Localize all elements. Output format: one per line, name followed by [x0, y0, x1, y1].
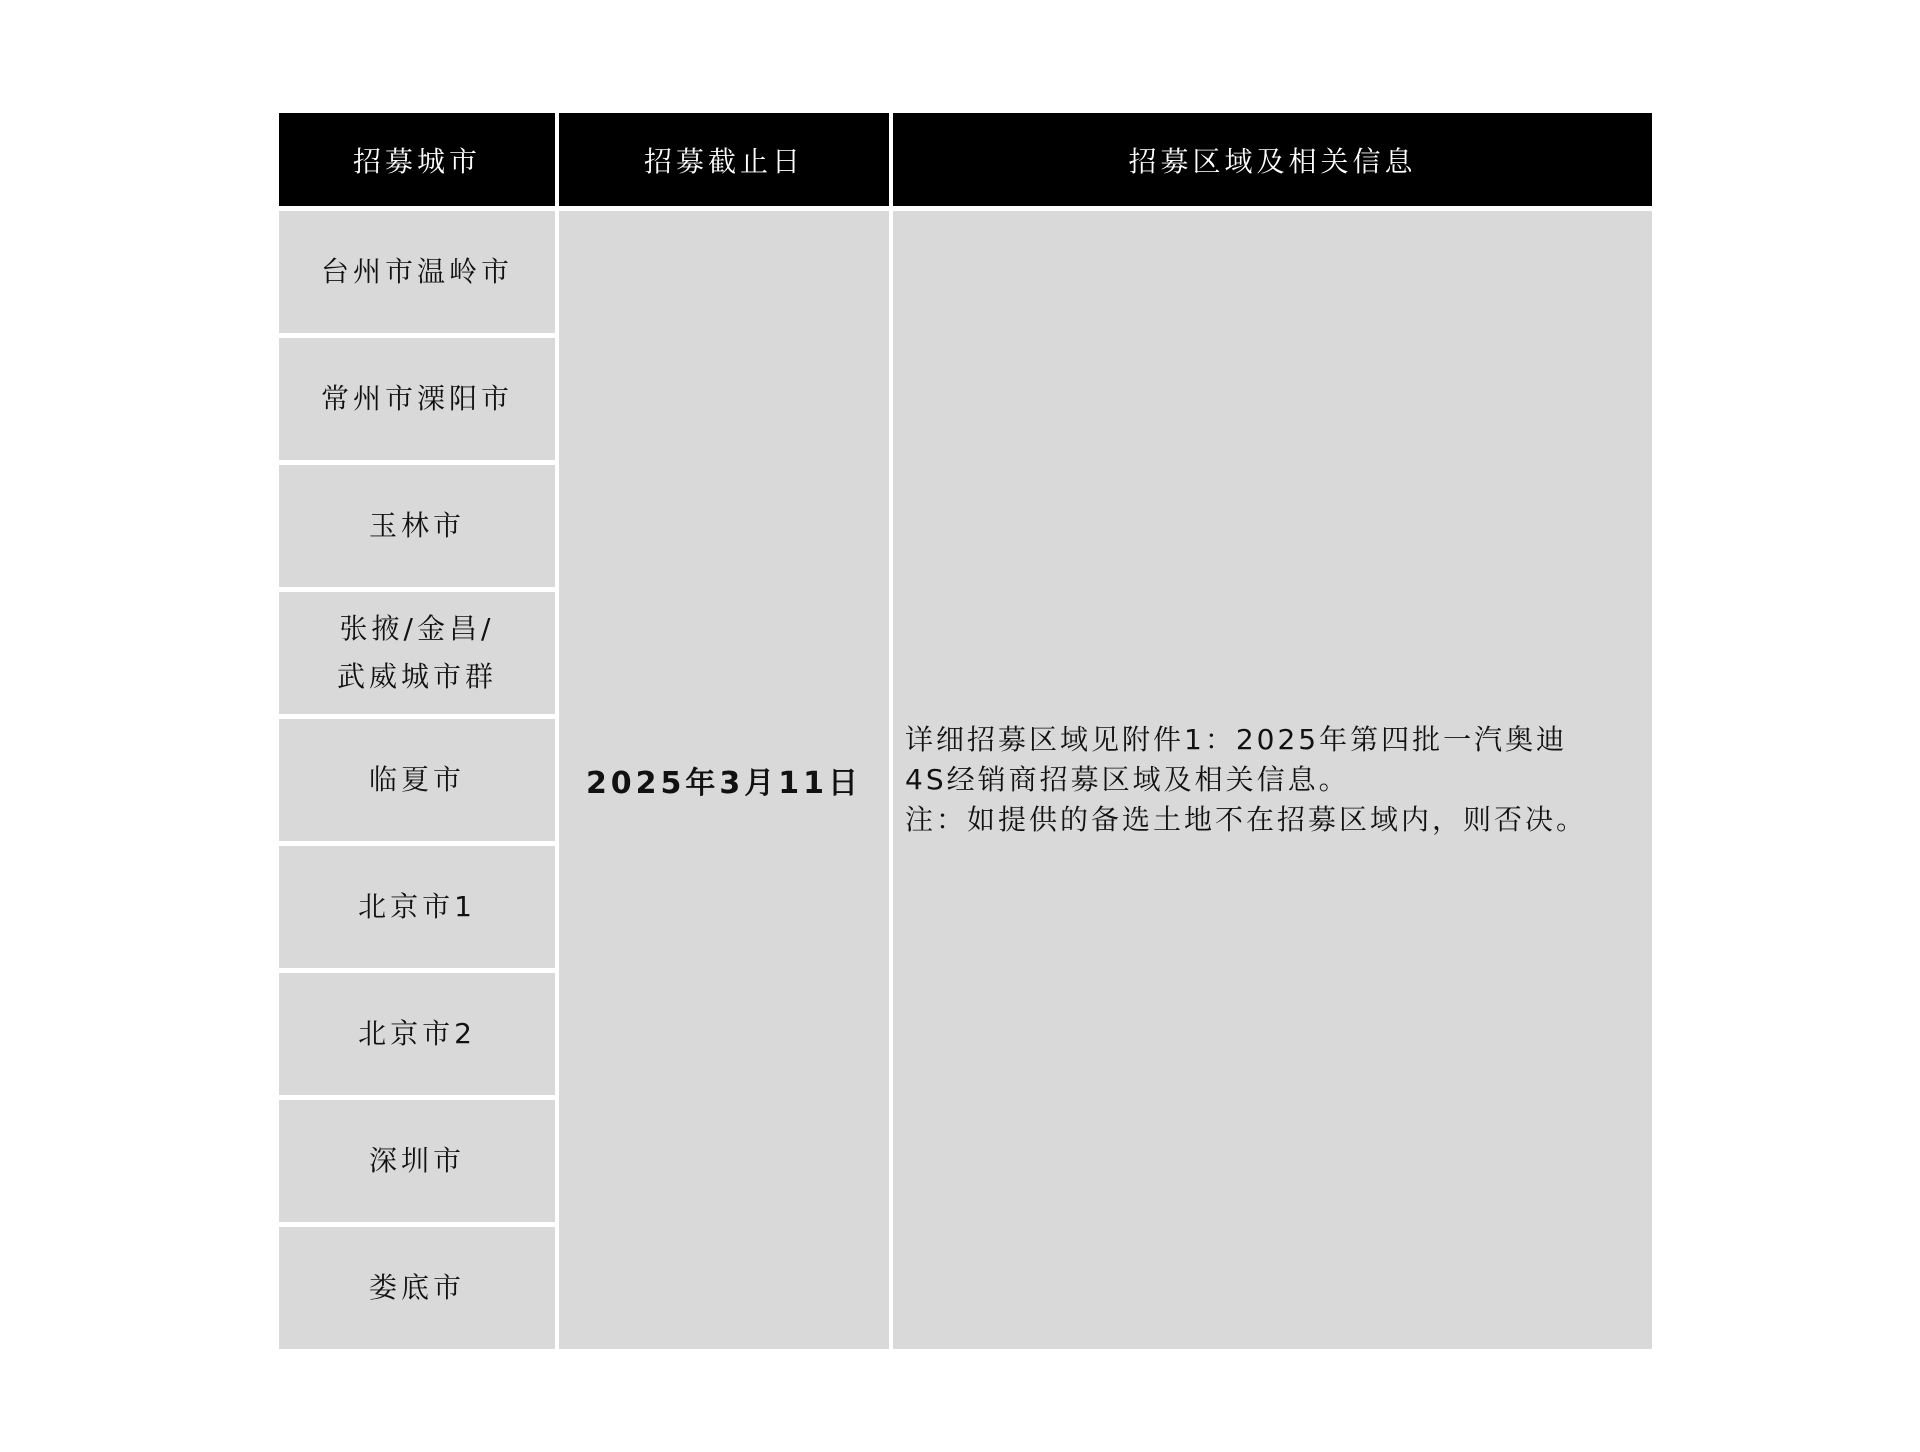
header-city: 招募城市	[279, 113, 555, 206]
info-note-line: 注：如提供的备选土地不在招募区域内，则否决。	[905, 803, 1588, 836]
city-cell	[279, 1100, 555, 1222]
city-name: 北京市1	[358, 890, 476, 924]
city-name: 娄底市	[368, 1271, 465, 1305]
city-cell	[279, 465, 555, 587]
city-name: 张掖/金昌/ 武威城市群	[336, 612, 497, 693]
region-info-text	[905, 720, 1640, 840]
header-region-info: 招募区域及相关信息	[893, 113, 1652, 206]
recruitment-table	[279, 113, 1652, 1347]
city-name: 临夏市	[368, 763, 465, 797]
city-name: 常州市溧阳市	[320, 382, 513, 416]
deadline-value: 2025年3月11日	[585, 766, 863, 801]
city-cell	[279, 211, 555, 333]
city-name: 深圳市	[368, 1144, 465, 1178]
info-line: 4S经销商招募区域及相关信息。	[905, 763, 1350, 796]
city-cell	[279, 1227, 555, 1349]
deadline-cell	[559, 211, 889, 1349]
city-name: 北京市2	[358, 1017, 476, 1051]
city-cell	[279, 592, 555, 714]
city-name: 台州市温岭市	[320, 255, 513, 289]
city-cell	[279, 719, 555, 841]
region-info-cell	[893, 211, 1652, 1349]
city-name: 玉林市	[368, 509, 465, 543]
city-cell	[279, 338, 555, 460]
city-cell	[279, 973, 555, 1095]
city-cell	[279, 846, 555, 968]
header-deadline: 招募截止日	[559, 113, 889, 206]
info-line: 详细招募区域见附件1：2025年第四批一汽奥迪	[905, 723, 1568, 756]
